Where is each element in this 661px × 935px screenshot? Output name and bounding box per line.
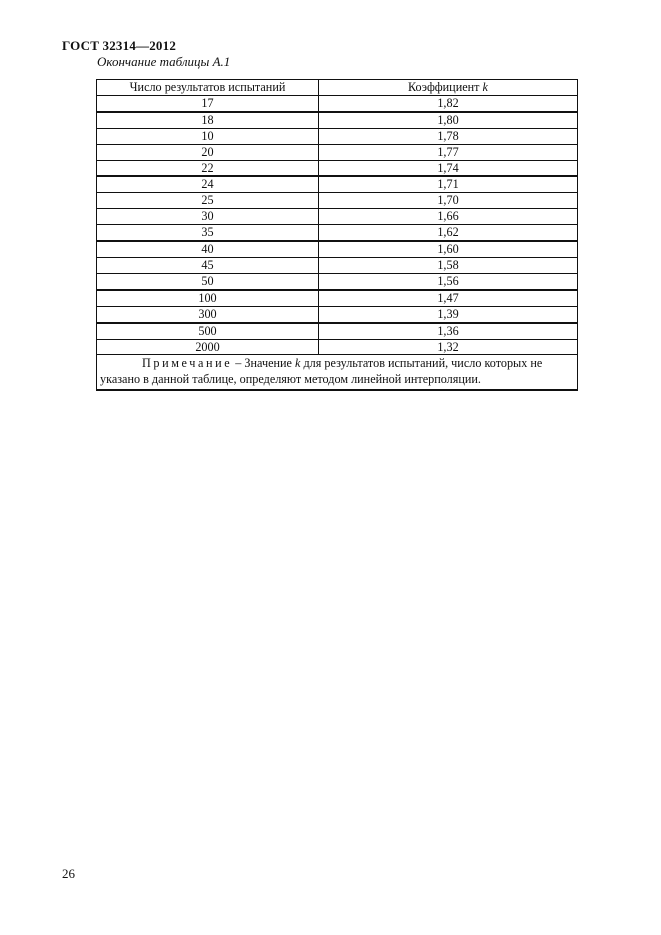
- page-number: 26: [62, 866, 75, 881]
- coefficient-symbol: k: [482, 80, 488, 94]
- cell-coefficient: 1,71: [319, 176, 578, 192]
- table-row: [97, 306, 578, 322]
- table-row: [97, 257, 578, 273]
- table-row: [97, 209, 578, 225]
- cell-coefficient: 1,82: [319, 95, 578, 111]
- cell-test-count: 20: [97, 144, 319, 160]
- cell-test-count: 35: [97, 225, 319, 241]
- table-row: [97, 339, 578, 355]
- cell-coefficient: 1,62: [319, 225, 578, 241]
- cell-test-count: 40: [97, 241, 319, 257]
- table-row: [97, 290, 578, 306]
- cell-coefficient: 1,78: [319, 128, 578, 144]
- table-row: [97, 323, 578, 339]
- cell-test-count: 25: [97, 193, 319, 209]
- table-caption: Окончание таблицы А.1: [97, 54, 231, 69]
- table-note-row: [97, 355, 578, 391]
- cell-test-count: 45: [97, 257, 319, 273]
- table-row: [97, 176, 578, 192]
- column-header-count: Число результатов испытаний: [97, 80, 319, 96]
- cell-coefficient: 1,70: [319, 193, 578, 209]
- column-header-coefficient: [319, 80, 578, 96]
- cell-coefficient: 1,80: [319, 112, 578, 128]
- cell-test-count: 24: [97, 176, 319, 192]
- table-row: [97, 241, 578, 257]
- cell-coefficient: 1,32: [319, 339, 578, 355]
- cell-test-count: 30: [97, 209, 319, 225]
- cell-test-count: 50: [97, 273, 319, 289]
- table-header-row: [97, 80, 578, 96]
- table-note: [97, 355, 578, 391]
- cell-coefficient: 1,58: [319, 257, 578, 273]
- table-row: [97, 273, 578, 289]
- note-symbol: k: [295, 356, 301, 371]
- cell-coefficient: 1,47: [319, 290, 578, 306]
- cell-test-count: 18: [97, 112, 319, 128]
- cell-coefficient: 1,39: [319, 306, 578, 322]
- table-row: [97, 144, 578, 160]
- cell-test-count: 300: [97, 306, 319, 322]
- cell-coefficient: 1,77: [319, 144, 578, 160]
- cell-test-count: 10: [97, 128, 319, 144]
- cell-coefficient: 1,56: [319, 273, 578, 289]
- note-dash: – Значение: [232, 356, 296, 371]
- coefficient-table: [96, 79, 578, 391]
- table-row: [97, 160, 578, 176]
- cell-test-count: 100: [97, 290, 319, 306]
- cell-coefficient: 1,60: [319, 241, 578, 257]
- table-row: [97, 193, 578, 209]
- table-row: [97, 95, 578, 111]
- cell-coefficient: 1,66: [319, 209, 578, 225]
- cell-test-count: 500: [97, 323, 319, 339]
- table-container: [96, 79, 577, 391]
- table-row: [97, 112, 578, 128]
- note-text: для результатов испытаний, число которых не указано в данной таблице, определяют методом линейной интерполяции.: [100, 356, 543, 386]
- cell-coefficient: 1,74: [319, 160, 578, 176]
- cell-test-count: 17: [97, 95, 319, 111]
- document-code: ГОСТ 32314—2012: [62, 38, 177, 53]
- table-row: [97, 225, 578, 241]
- table-body: [97, 95, 578, 355]
- column-header-coefficient-label: Коэффициент: [408, 80, 483, 94]
- cell-coefficient: 1,36: [319, 323, 578, 339]
- note-label: Примечание: [142, 356, 233, 371]
- table-row: [97, 128, 578, 144]
- cell-test-count: 22: [97, 160, 319, 176]
- cell-test-count: 2000: [97, 339, 319, 355]
